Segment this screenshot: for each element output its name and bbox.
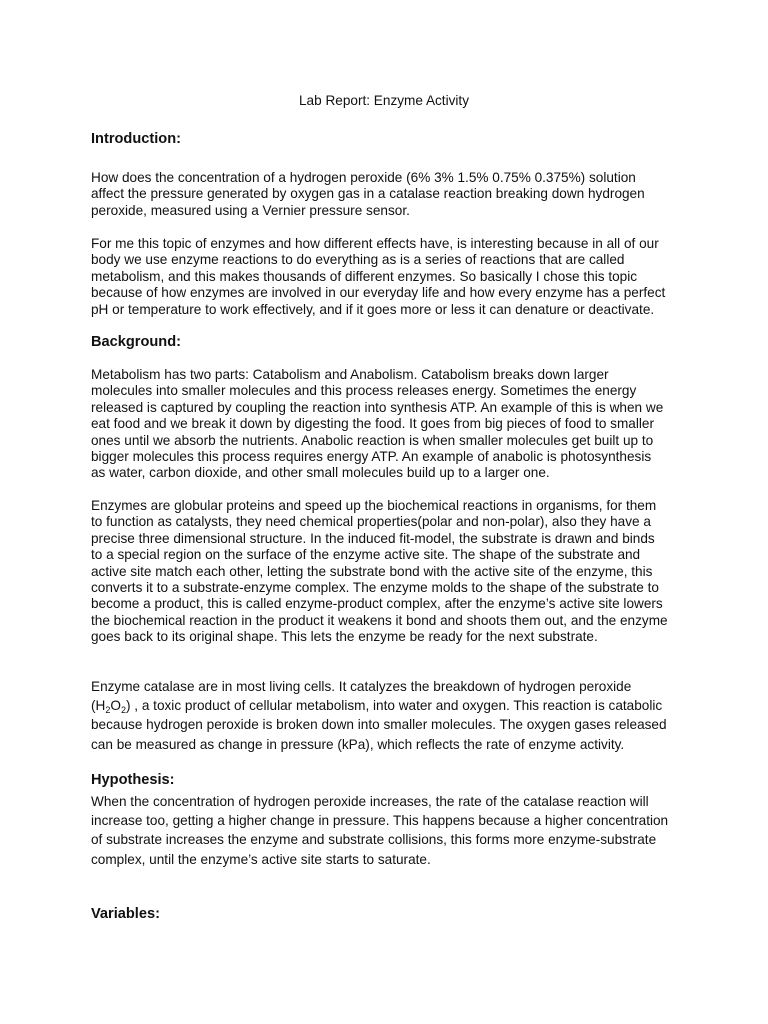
document-title: Lab Report: Enzyme Activity (299, 93, 469, 108)
formula-subscript: 2 (105, 705, 111, 716)
text-line: metabolism, and this makes thousands of different enzymes. So basically I chose this topic (91, 268, 638, 284)
formula-subscript: 2 (120, 705, 126, 716)
text-line: ones until we absorb the nutrients. Anabolic reaction is when smaller molecules get built up to (91, 432, 654, 448)
formula-middle: O (110, 698, 121, 714)
introduction-heading: Introduction: (91, 131, 181, 147)
text-line: peroxide, measured using a Vernier pressure sensor. (91, 202, 410, 218)
background-paragraph-1 (91, 367, 691, 482)
text-line: active site match each other, letting the substrate bond with the active site of the enzyme, this (91, 563, 653, 579)
text-line: complex, until the enzyme’s active site starts to saturate. (91, 851, 431, 867)
formula-open: (H (91, 698, 106, 714)
text-line: increase too, getting a higher change in pressure. This happens because a higher concentration (91, 813, 669, 829)
text-line: Metabolism has two parts: Catabolism and Anabolism. Catabolism breaks down larger (91, 367, 609, 382)
text-line: eat food and we break it down by digesting the food. It goes from big pieces of food to smaller (91, 416, 654, 432)
hypothesis-heading: Hypothesis: (91, 772, 175, 788)
text-line-with-formula (91, 696, 691, 715)
text-line: Enzymes are globular proteins and speed up the biochemical reactions in organisms, for them (91, 498, 657, 513)
introduction-paragraph-2 (91, 236, 691, 318)
text-line: For me this topic of enzymes and how different effects have, is interesting because in all of our (91, 236, 659, 251)
text-line: Enzyme catalase are in most living cells. It catalyzes the breakdown of hydrogen peroxide (91, 679, 632, 694)
text-line: become a product, this is called enzyme-product complex, after the enzyme’s active site lowers (91, 596, 663, 612)
text-line: body we use enzyme reactions to do everything as is a series of reactions that are called (91, 252, 625, 268)
introduction-paragraph-1 (91, 170, 691, 219)
variables-heading: Variables: (91, 906, 160, 922)
text-line: affect the pressure generated by oxygen gas in a catalase reaction breaking down hydrogen (91, 186, 645, 202)
text-line: of substrate increases the enzyme and substrate collisions, this forms more enzyme-substrate (91, 832, 657, 848)
text-line: converts it to a substrate-enzyme complex. The enzyme molds to the shape of the substrate to (91, 580, 659, 596)
text-line: How does the concentration of a hydrogen peroxide (6% 3% 1.5% 0.75% 0.375%) solution (91, 170, 636, 185)
text-line: goes back to its original shape. This lets the enzyme be ready for the next substrate. (91, 629, 598, 645)
text-line: the biochemical reaction in the product it weakens it bond and shoots them out, and the enzyme (91, 612, 668, 628)
text-line: released is captured by coupling the reaction into synthesis ATP. An example of this is when we (91, 399, 664, 415)
text-line: bigger molecules this process requires energy ATP. An example of anabolic is photosynthesis (91, 449, 652, 465)
text-line: to function as catalysts, they need chemical properties(polar and non-polar), also they have a (91, 514, 651, 530)
text-line: can be measured as change in pressure (kPa), which reflects the rate of enzyme activity. (91, 736, 625, 752)
text-line: When the concentration of hydrogen peroxide increases, the rate of the catalase reaction will (91, 794, 649, 809)
text-line: as water, carbon dioxide, and other small molecules build up to a larger one. (91, 465, 550, 481)
background-heading: Background: (91, 334, 181, 350)
background-paragraph-2 (91, 498, 691, 646)
background-paragraph-3 (91, 677, 691, 754)
text-line: pH or temperature to work effectively, and if it goes more or less it can denature or deactivate. (91, 301, 655, 317)
text-line: because hydrogen peroxide is broken down into smaller molecules. The oxygen gases released (91, 717, 667, 733)
text-line: because of how enzymes are involved in our everyday life and how every enzyme has a perfect (91, 285, 666, 301)
text-line: molecules into smaller molecules and this process releases energy. Sometimes the energy (91, 383, 637, 399)
formula-rest: ) , a toxic product of cellular metabolism, into water and oxygen. This reaction is catabolic (125, 698, 663, 714)
text-line: precise three dimensional structure. In the induced fit-model, the substrate is drawn and binds (91, 530, 655, 546)
text-line: to a special region on the surface of the enzyme active site. The shape of the substrate and (91, 547, 641, 563)
hypothesis-paragraph (91, 792, 691, 869)
